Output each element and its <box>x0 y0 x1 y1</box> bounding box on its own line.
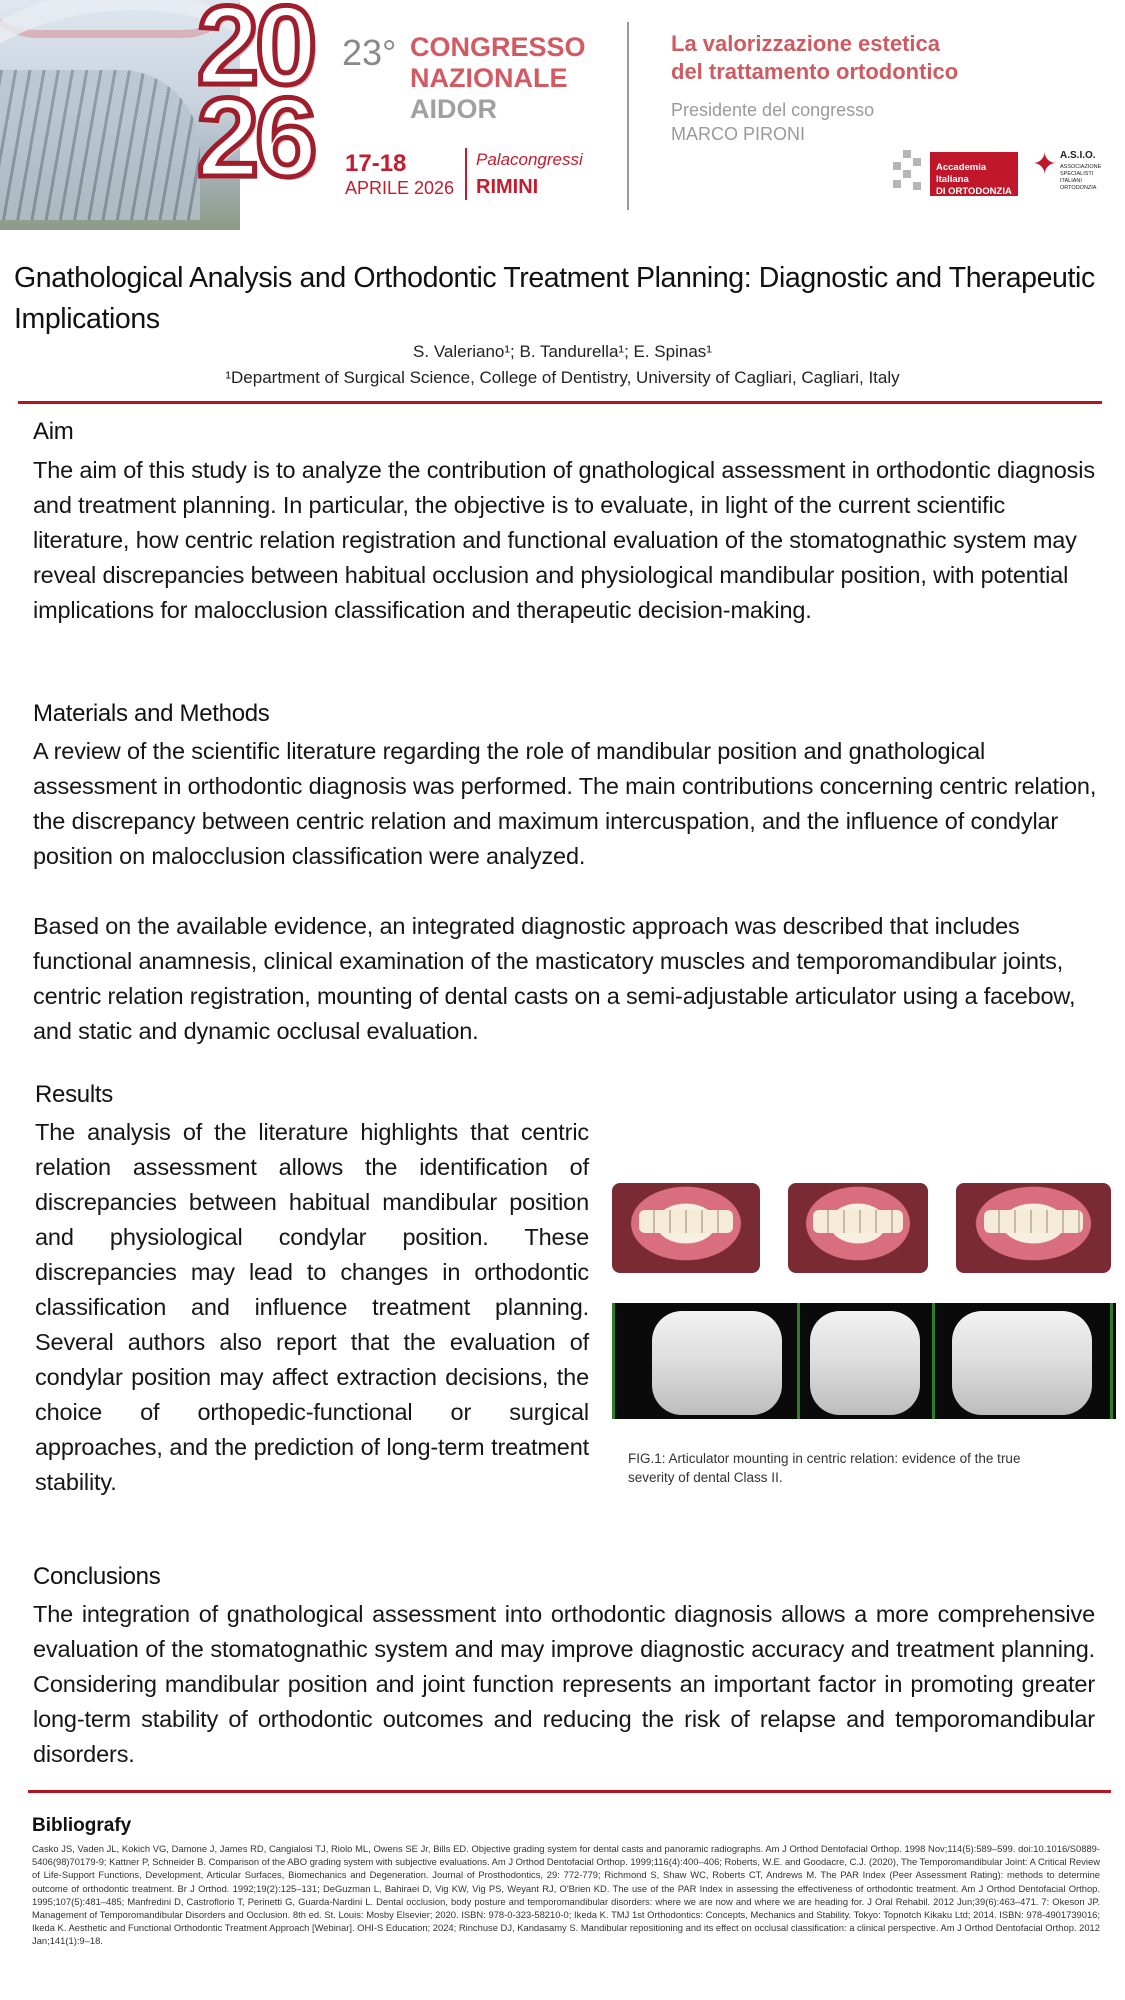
year-bottom: 26 <box>196 75 314 200</box>
venue-city: RIMINI <box>476 176 539 198</box>
congress-president <box>671 98 874 146</box>
title-divider <box>18 401 1102 404</box>
cast-model-front <box>810 1311 920 1415</box>
cast-frame-line <box>612 1303 615 1419</box>
topic-line2: del trattamento ortodontico <box>671 59 959 84</box>
paper-title: Gnathological Analysis and Orthodontic Treatment Planning: Diagnostic and Therapeutic Implications <box>14 262 1095 335</box>
articulated-casts-photo <box>612 1303 1116 1419</box>
aido-logo-line2: DI ORTODONZIA <box>936 186 1012 197</box>
congress-year-logo <box>195 0 315 200</box>
congress-banner <box>0 0 1125 240</box>
president-name: MARCO PIRONI <box>671 124 806 144</box>
congress-number: 23° <box>342 32 397 73</box>
congress-name-line3: AIDOR <box>410 94 497 124</box>
congress-venue <box>476 150 583 199</box>
intraoral-photo-right <box>612 1183 760 1273</box>
congress-month: APRILE 2026 <box>345 178 455 198</box>
asio-logo-title: A.S.I.O. <box>1060 150 1096 161</box>
aido-dots-icon <box>893 150 923 196</box>
conclusions-divider <box>28 1790 1111 1793</box>
president-label: Presidente del congresso <box>671 100 875 120</box>
year-top: 20 <box>196 0 314 108</box>
congress-name-line1: CONGRESSO <box>410 32 586 62</box>
cast-model-right <box>652 1311 782 1415</box>
conclusions-text: The integration of gnathological assessment into orthodontic diagnosis allows a more comprehensive evaluation of the stomatognathic system and may improve diagnostic accuracy and treatment planning. Considering mandibular position and joint function represents an important factor in promoting greater long-term stability of orthodontic outcomes and reducing the risk of relapse and temporomandibular disorders. <box>33 1601 1095 1767</box>
paper-authors: S. Valeriano¹; B. Tandurella¹; E. Spinas¹ <box>413 342 712 361</box>
intraoral-photo-front <box>788 1183 928 1273</box>
paper-affiliation: ¹Department of Surgical Science, College of Dentistry, University of Cagliari, Cagliari, Italy <box>225 368 900 387</box>
conclusions-heading: Conclusions <box>33 1563 161 1590</box>
methods-text-1: A review of the scientific literature regarding the role of mandibular position and gnathological assessment in orthodontic diagnosis was performed. The main contributions concerning centric relation, the discrepancy between centric relation and maximum intercuspation, and the influence of condylar position on malocclusion classification were analyzed. <box>33 738 1097 869</box>
asio-logo <box>1030 146 1100 202</box>
cast-frame-line <box>1110 1303 1113 1419</box>
venue-name: Palacongressi <box>476 150 583 169</box>
congress-name-line2: NAZIONALE <box>410 63 568 93</box>
methods-text-2: Based on the available evidence, an integrated diagnostic approach was described that includes functional anamnesis, clinical examination of the masticatory muscles and temporomandibular joints, centric relation registration, mounting of dental casts on a semi-adjustable articulator using a facebow, and static and dynamic occlusal evaluation. <box>33 913 1076 1044</box>
asio-logo-subtitle: ASSOCIAZIONE SPECIALISTI ITALIANI ORTODONZIA <box>1060 164 1102 191</box>
intraoral-photo-left <box>956 1183 1111 1273</box>
venue-divider <box>465 148 467 200</box>
cast-model-left <box>952 1311 1092 1415</box>
cast-frame-line <box>797 1303 800 1419</box>
congress-topic <box>671 30 958 86</box>
bibliography-text: Casko JS, Vaden JL, Kokich VG, Damone J, James RD, Cangialosi TJ, Riolo ML, Owens SE Jr, Bills ED. Objective grading system for dental casts and panoramic radiographs. Am J Orthod Dentofacial Orthop. 1998 Nov;114(5):589–599. doi:10.1016/S0889-5406(98)70179-9; Kattner P, Schneider B. Comparison of the ABO grading system with subjective evaluations. Am J Orthod Dentofacial Orthop. 1999;116(4):400–406; Roberts, W.E. and Goodacre, C.J. (2020), The Temporomandibular Joint: A Critical Review of Life-Support Functions, Development, Articular Surfaces, Biomechanics and Degeneration. Journal of Prosthodontics, 29: 772-779; Richmond S, Shaw WC, Roberts CT, Andrews M. The PAR Index (Peer Assessment Rating): methods to determine outcome of orthodontic treatment. Br J Orthod. 1992;19(2):125–131; DeGuzman L, Bahiraei D, Vig KW, Vig PS, Weyant RJ, O'Brien KD. The use of the PAR Index in assessing the effectiveness of orthodontic treatment. Am J Orthod Dentofacial Orthop. 1995;107(5):481–485; Manfredini D, Castroflorio T, Perinetti G, Guarda-Nardini L. Dental occlusion, body posture and temporomandibular disorders: where we are now and where we are heading for. J Oral Rehabil. 2012 Jun;39(6):463–471. 7: Okeson JP. Management of Temporomandibular Disorders and Occlusion. 8th ed. St. Louis: Mosby Elsevier; 2020. ISBN: 978-0-323-58210-0; Ikeda K. TMJ 1st Orthodontics: Concepts, Mechanics and Stability. Tokyo: Topnotch Kikaku Ltd; 2014. ISBN: 978-4901739016; Ikeda K. Aesthetic and Functional Orthodontic Treatment Approach [Webinar]. OHI-S Education; 2024; Rinchuse DJ, Kandasamy S. Mandibular repositioning and its effect on occlusal classification: a clinical perspective. Am J Orthod Dentofacial Orthop. 2012 Jan;141(1):9–18. <box>32 1843 1100 1947</box>
congress-days: 17-18 <box>345 150 407 177</box>
methods-heading: Materials and Methods <box>33 700 270 727</box>
aim-heading: Aim <box>33 418 74 445</box>
results-heading: Results <box>35 1081 113 1108</box>
figure-caption: FIG.1: Articulator mounting in centric relation: evidence of the true severity of dental Class II. <box>628 1451 1021 1485</box>
banner-divider <box>627 22 629 210</box>
glass-facade-shape <box>0 70 200 220</box>
aido-logo-line1: Accademia Italiana <box>936 162 987 185</box>
cast-frame-line <box>932 1303 935 1419</box>
congress-name <box>410 32 586 125</box>
topic-line1: La valorizzazione estetica <box>671 31 940 56</box>
asio-figure-icon: ✦ <box>1032 148 1058 181</box>
bibliography-heading: Bibliografy <box>32 1815 132 1836</box>
congress-dates <box>345 150 454 199</box>
results-text: The analysis of the literature highlights that centric relation assessment allows the identification of discrepancies between habitual mandibular position and physiological condylar position. These discrepancies may lead to changes in orthodontic classification and influence treatment planning. Several authors also report that the evaluation of condylar position may affect extraction decisions, the choice of orthopedic-functional or surgical approaches, and the prediction of long-term treatment stability. <box>35 1119 589 1495</box>
aido-logo <box>930 152 1018 196</box>
aim-text: The aim of this study is to analyze the contribution of gnathological assessment in orthodontic diagnosis and treatment planning. In particular, the objective is to evaluate, in light of the current scientific literature, how centric relation registration and functional evaluation of the stomatognathic system may reveal discrepancies between habitual occlusion and physiological mandibular position, with potential implications for malocclusion classification and therapeutic decision-making. <box>33 457 1095 623</box>
